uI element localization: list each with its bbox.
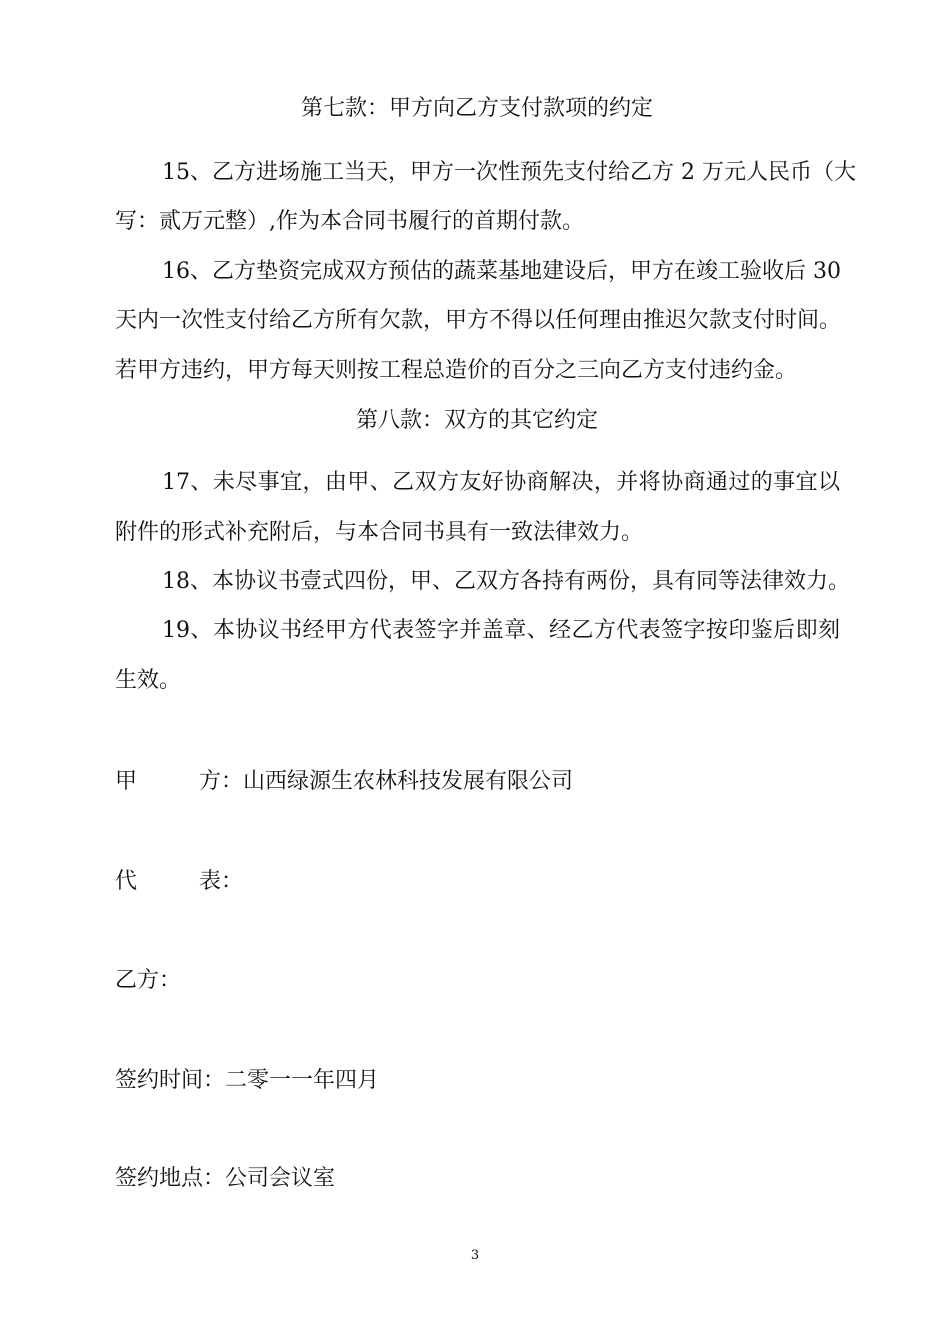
clause-19-line-2: 生效。 <box>115 668 182 693</box>
sign-time-label: 签约时间： <box>115 1068 226 1093</box>
representative-label: 代表 <box>115 869 221 894</box>
party-b-label: 乙方： <box>115 968 182 993</box>
sign-time-row <box>115 1066 379 1096</box>
clause-15-line-2: 写：贰万元整）,作为本合同书履行的首期付款。 <box>115 209 584 234</box>
section-heading-8: 第八款：双方的其它约定 <box>355 408 598 433</box>
clause-17-line-2: 附件的形式补充附后，与本合同书具有一致法律效力。 <box>115 520 644 545</box>
representative-row <box>115 867 243 897</box>
clause-16-line-1: 16、乙方垫资完成双方预估的蔬菜基地建设后，甲方在竣工验收后 30 <box>162 259 841 284</box>
section-heading-7: 第七款：甲方向乙方支付款项的约定 <box>300 96 653 121</box>
sign-place-row <box>115 1164 335 1194</box>
page-number: 3 <box>470 1248 480 1263</box>
clause-19-line-1: 19、本协议书经甲方代表签字并盖章、经乙方代表签字按印鉴后即刻 <box>162 618 840 643</box>
party-a-label: 甲方 <box>115 769 221 794</box>
clause-17-line-1: 17、未尽事宜，由甲、乙双方友好协商解决，并将协商通过的事宜以 <box>162 470 840 495</box>
party-a-row <box>115 767 573 797</box>
sign-place-value: 公司会议室 <box>225 1166 336 1191</box>
representative-colon: ： <box>221 869 244 894</box>
sign-place-label: 签约地点： <box>115 1166 226 1191</box>
party-a-value: 山西绿源生农林科技发展有限公司 <box>243 769 574 794</box>
clause-16-line-2: 天内一次性支付给乙方所有欠款，甲方不得以任何理由推迟欠款支付时间。 <box>115 308 842 333</box>
clause-16-line-3: 若甲方违约，甲方每天则按工程总造价的百分之三向乙方支付违约金。 <box>115 358 798 383</box>
sign-time-value: 二零一一年四月 <box>225 1068 380 1093</box>
clause-15-line-1: 15、乙方进场施工当天，甲方一次性预先支付给乙方 2 万元人民币（大 <box>162 160 856 185</box>
clause-18-line-1: 18、本协议书壹式四份，甲、乙双方各持有两份，具有同等法律效力。 <box>162 569 850 594</box>
party-a-colon: ： <box>221 769 244 794</box>
party-b-row <box>115 966 181 996</box>
